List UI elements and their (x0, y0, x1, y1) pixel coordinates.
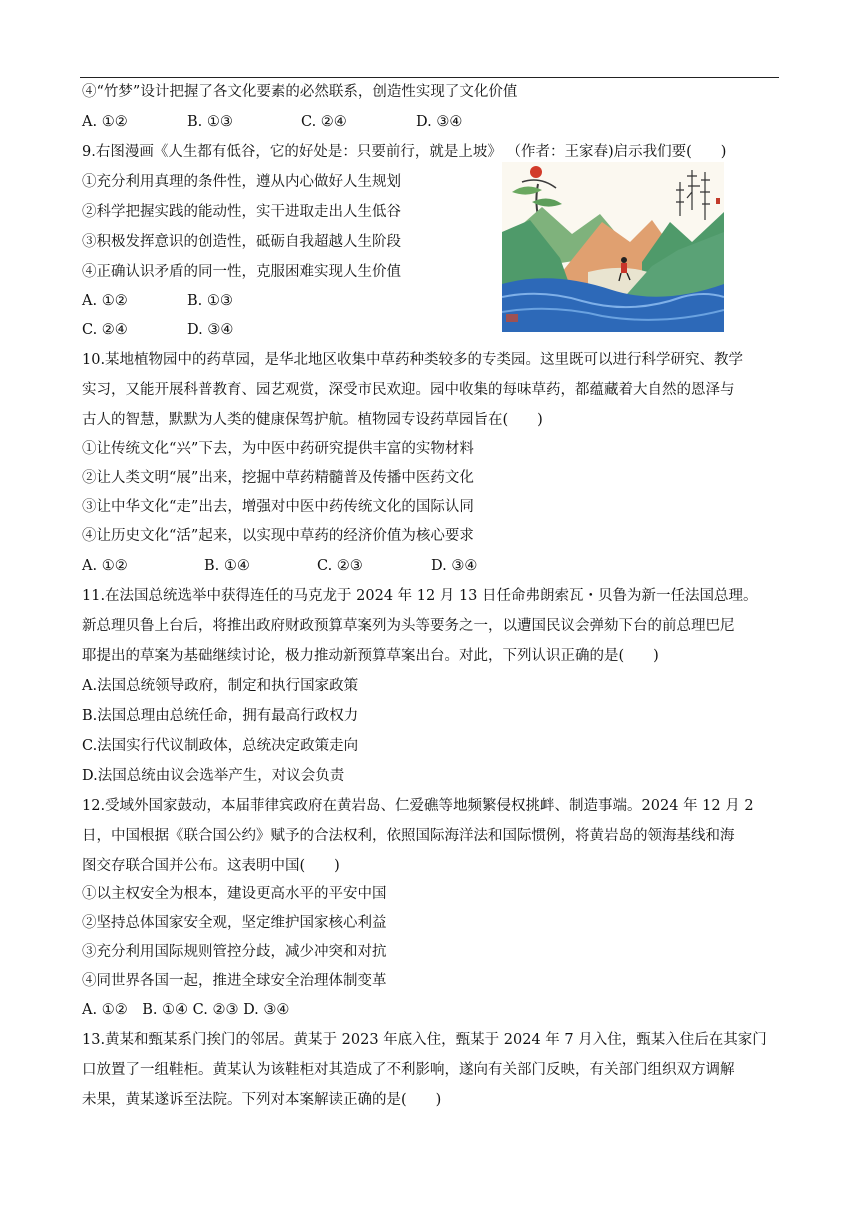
q8-option-a: A. ①② (82, 114, 128, 130)
q10-option-c: C. ②③ (317, 558, 363, 574)
q11-option-a: A.法国总统领导政府，制定和执行国家政策 (82, 678, 359, 694)
q10-option-b: B. ①④ (204, 558, 250, 574)
q8-item-4: ④“竹梦”设计把握了各文化要素的必然联系，创造性实现了文化价值 (82, 84, 518, 100)
q8-option-c: C. ②④ (301, 114, 347, 130)
header-rule (80, 77, 779, 78)
q12-stem-line-2: 日，中国根据《联合国公约》赋予的合法权利，依照国际海洋法和国际惯例，将黄岩岛的领海基线和海 (82, 828, 735, 844)
q9-item-3: ③积极发挥意识的创造性，砥砺自我超越人生阶段 (82, 234, 401, 250)
q9-option-b: B. ①③ (187, 293, 233, 309)
q10-option-a: A. ①② (82, 558, 128, 574)
q12-options: A. ①② B. ①④ C. ②③ D. ③④ (82, 1002, 290, 1018)
cartoon-painting-image (502, 162, 724, 332)
q10-stem-line-3: 古人的智慧，默默为人类的健康保驾护航。植物园专设药草园旨在( ) (82, 412, 543, 428)
q10-item-3: ③让中华文化“走”出去，增强对中医中药传统文化的国际认同 (82, 499, 474, 515)
q9-stem: 9.右图漫画《人生都有低谷，它的好处是：只要前行，就是上坡》 （作者：王家春)启示我们要( ) (82, 144, 727, 160)
q11-option-d: D.法国总统由议会选举产生，对议会负责 (82, 768, 345, 784)
q13-stem-line-3: 未果，黄某遂诉至法院。下列对本案解读正确的是( ) (82, 1092, 442, 1108)
q11-option-b: B.法国总理由总统任命，拥有最高行政权力 (82, 708, 359, 724)
q12-item-3: ③充分利用国际规则管控分歧，减少冲突和对抗 (82, 944, 387, 960)
q11-stem-line-3: 耶提出的草案为基础继续讨论，极力推动新预算草案出台。对此，下列认识正确的是( ) (82, 648, 659, 664)
q12-item-4: ④同世界各国一起，推进全球安全治理体制变革 (82, 973, 387, 989)
q12-item-1: ①以主权安全为根本，建设更高水平的平安中国 (82, 886, 387, 902)
q9-option-d: D. ③④ (187, 322, 234, 338)
q8-option-b: B. ①③ (187, 114, 233, 130)
q12-stem-line-1: 12.受域外国家鼓动，本届菲律宾政府在黄岩岛、仁爱礁等地频繁侵权挑衅、制造事端。2024 年 12 月 2 (82, 798, 754, 814)
q12-item-2: ②坚持总体国家安全观，坚定维护国家核心利益 (82, 915, 387, 931)
q10-item-4: ④让历史文化“活”起来，以实现中草药的经济价值为核心要求 (82, 528, 474, 544)
q8-option-d: D. ③④ (416, 114, 463, 130)
q9-option-a: A. ①② (82, 293, 128, 309)
q10-stem-line-2: 实习，又能开展科普教育、园艺观赏，深受市民欢迎。园中收集的每味草药，都蕴藏着大自然的恩泽与 (82, 382, 735, 398)
q9-option-c: C. ②④ (82, 322, 128, 338)
q13-stem-line-2: 口放置了一组鞋柜。黄某认为该鞋柜对其造成了不利影响，遂向有关部门反映，有关部门组织双方调解 (82, 1062, 735, 1078)
q9-item-2: ②科学把握实践的能动性，实干进取走出人生低谷 (82, 204, 401, 220)
q11-stem-line-2: 新总理贝鲁上台后，将推出政府财政预算草案列为头等要务之一，以遭国民议会弹劾下台的前总理巴尼 (82, 618, 735, 634)
q13-stem-line-1: 13.黄某和甄某系门挨门的邻居。黄某于 2023 年底入住，甄某于 2024 年 7 月入住，甄某入住后在其家门 (82, 1032, 767, 1048)
q10-item-1: ①让传统文化“兴”下去，为中医中药研究提供丰富的实物材料 (82, 441, 474, 457)
q11-option-c: C.法国实行代议制政体，总统决定政策走向 (82, 738, 359, 754)
q9-item-1: ①充分利用真理的条件性，遵从内心做好人生规划 (82, 174, 401, 190)
q12-stem-line-3: 图交存联合国并公布。这表明中国( ) (82, 858, 340, 874)
q9-item-4: ④正确认识矛盾的同一性，克服困难实现人生价值 (82, 264, 401, 280)
q11-stem-line-1: 11.在法国总统选举中获得连任的马克龙于 2024 年 12 月 13 日任命弗朗索瓦・贝鲁为新一任法国总理。 (82, 588, 758, 604)
q10-stem-line-1: 10.某地植物园中的药草园，是华北地区收集中草药种类较多的专类园。这里既可以进行科学研究、教学 (82, 352, 744, 368)
q10-option-d: D. ③④ (431, 558, 478, 574)
q10-item-2: ②让人类文明“展”出来，挖掘中草药精髓普及传播中医药文化 (82, 470, 474, 486)
sun-icon (530, 166, 542, 178)
